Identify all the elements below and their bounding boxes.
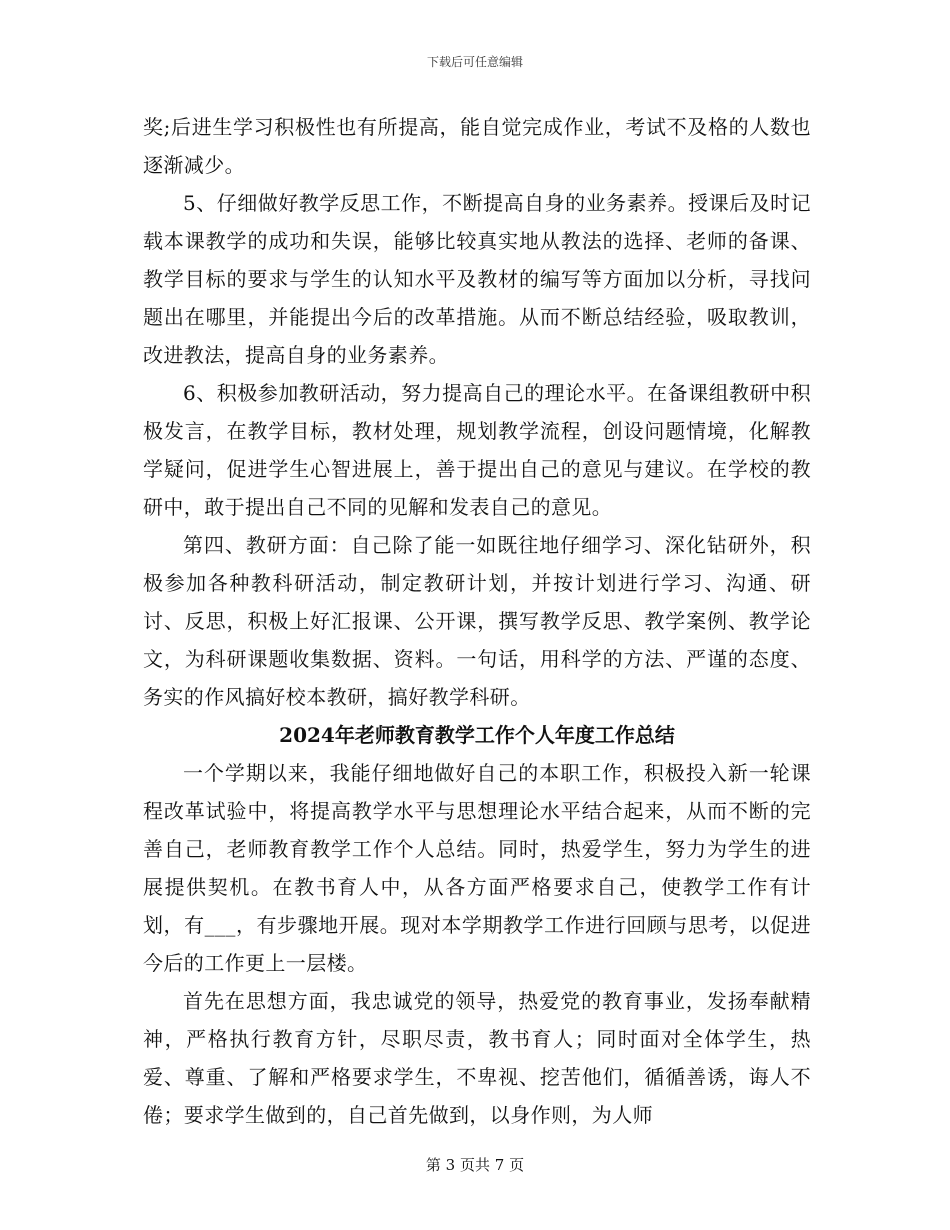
paragraph-item-5: 5、仔细做好教学反思工作，不断提高自身的业务素养。授课后及时记载本课教学的成功和失误，能够比较真实地从教法的选择、老师的备课、教学目标的要求与学生的认知水平及教材的编写等方面加以分析，寻找问题出在哪里，并能提出今后的改革措施。从而不断总结经验，吸取教训，改进教法，提高自身的业务素养。 xyxy=(143,191,811,367)
page-footer: 第 3 页共 7 页 xyxy=(425,1156,525,1174)
paragraph-item-6: 6、积极参加教研活动，努力提高自己的理论水平。在备课组教研中积极发言，在教学目标，教材处理，规划教学流程，创设问题情境，化解教学疑问，促进学生心智进展上，善于提出自己的意见与建议。在学校的教研中，敢于提出自己不同的见解和发表自己的意见。 xyxy=(143,381,811,519)
page-header: 下载后可任意编辑 xyxy=(426,55,523,69)
section-title: 2024年老师教育教学工作个人年度工作总结 xyxy=(279,723,675,747)
paragraph-intro: 一个学期以来，我能仔细地做好自己的本职工作，积极投入新一轮课程改革试验中，将提高教学水平与思想理论水平结合起来，从而不断的完善自己，老师教育教学工作个人总结。同时，热爱学生，努力为学生的进展提供契机。在教书育人中，从各方面严格要求自己，使教学工作有计划，有___，有步骤地开展。现对本学期教学工作进行回顾与思考，以促进今后的工作更上一层楼。 xyxy=(143,761,811,975)
paragraph-thought: 首先在思想方面，我忠诚党的领导，热爱党的教育事业，发扬奉献精神，严格执行教育方针，尽职尽责，教书育人；同时面对全体学生，热爱、尊重、了解和严格要求学生，不卑视、挖苦他们，循循善诱，诲人不倦；要求学生做到的，自己首先做到，以身作则，为人师 xyxy=(143,989,811,1127)
paragraph-continuation: 奖;后进生学习积极性也有所提高，能自觉完成作业，考试不及格的人数也逐渐减少。 xyxy=(143,115,811,177)
paragraph-section-four: 第四、教研方面：自己除了能一如既往地仔细学习、深化钻研外，积极参加各种教科研活动，制定教研计划，并按计划进行学习、沟通、研讨、反思，积极上好汇报课、公开课，撰写教学反思、教学案例、教学论文，为科研课题收集数据、资料。一句话，用科学的方法、严谨的态度、务实的作风搞好校本教研，搞好教学科研。 xyxy=(143,533,811,709)
document-body xyxy=(143,108,811,1134)
